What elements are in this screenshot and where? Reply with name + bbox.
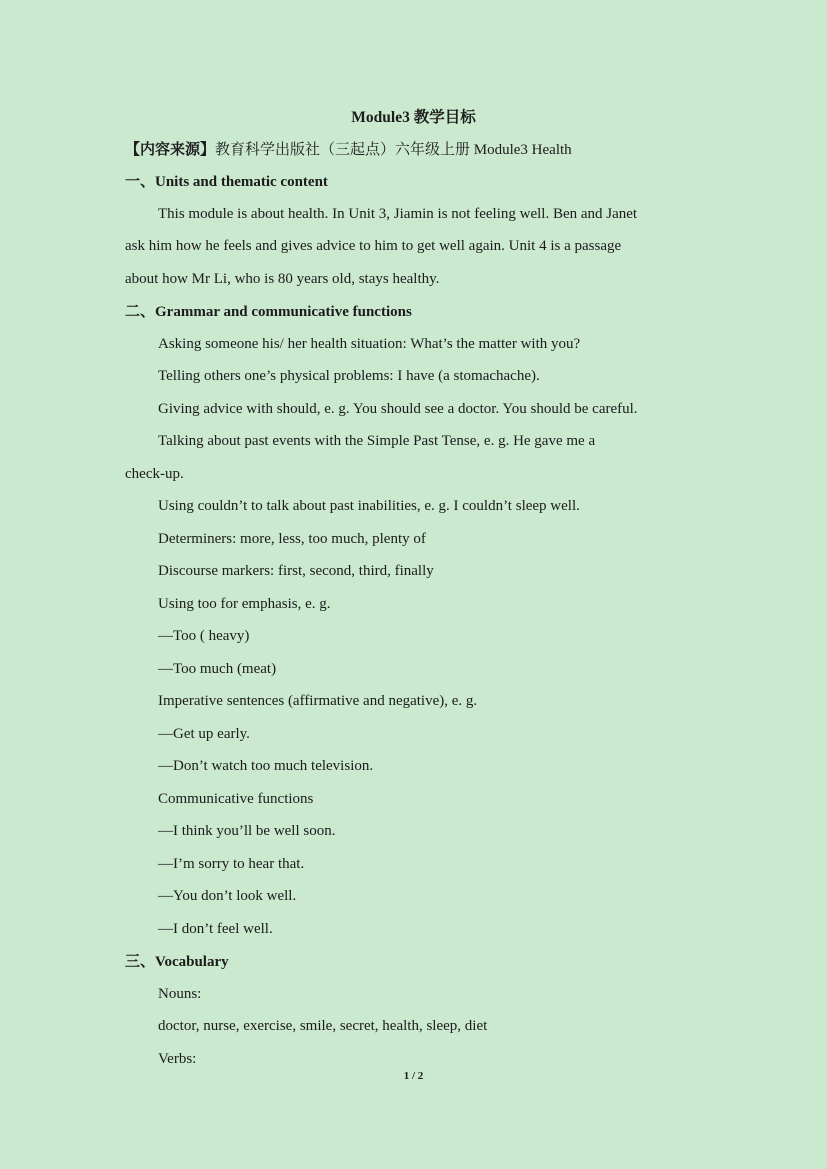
list-item: doctor, nurse, exercise, smile, secret, health, sleep, diet [158, 1018, 488, 1034]
list-item: —I don’t feel well. [158, 921, 273, 937]
list-item: Using couldn’t to talk about past inabilities, e. g. I couldn’t sleep well. [158, 498, 580, 514]
page-title: Module3 教学目标 [351, 109, 476, 126]
list-item: Using too for emphasis, e. g. [158, 596, 331, 612]
page-number: 1 / 2 [403, 1070, 424, 1082]
list-item: —I think you’ll be well soon. [158, 823, 336, 839]
section-heading-grammar: 二、Grammar and communicative functions [125, 304, 412, 320]
list-item: Verbs: [158, 1051, 197, 1067]
source-label: 【内容来源】 [125, 142, 216, 158]
list-item: —Too much (meat) [158, 661, 277, 677]
list-item: —You don’t look well. [158, 888, 297, 904]
source-text: 教育科学出版社（三起点）六年级上册 Module3 Health [215, 142, 572, 158]
list-item: —Get up early. [158, 726, 250, 742]
paragraph-line: about how Mr Li, who is 80 years old, stays healthy. [125, 271, 440, 287]
content-source [125, 138, 572, 159]
list-item: —Too ( heavy) [158, 628, 250, 644]
paragraph-line: This module is about health. In Unit 3, Jiamin is not feeling well. Ben and Janet [158, 206, 638, 222]
list-item: Communicative functions [158, 791, 314, 807]
section-heading-units: 一、Units and thematic content [125, 174, 328, 190]
list-item: Imperative sentences (affirmative and negative), e. g. [158, 693, 478, 709]
paragraph-line: ask him how he feels and gives advice to him to get well again. Unit 4 is a passage [125, 238, 622, 254]
list-item: Talking about past events with the Simple Past Tense, e. g. He gave me a [158, 433, 596, 449]
list-item: Discourse markers: first, second, third, finally [158, 563, 434, 579]
list-item: —Don’t watch too much television. [158, 758, 374, 774]
section-heading-vocabulary: 三、Vocabulary [125, 954, 229, 970]
list-item: Giving advice with should, e. g. You should see a doctor. You should be careful. [158, 401, 638, 417]
list-item: Nouns: [158, 986, 202, 1002]
list-item: Determiners: more, less, too much, plenty of [158, 531, 426, 547]
list-item: —I’m sorry to hear that. [158, 856, 305, 872]
list-item: check-up. [125, 466, 184, 482]
list-item: Telling others one’s physical problems: I have (a stomachache). [158, 368, 540, 384]
list-item: Asking someone his/ her health situation: What’s the matter with you? [158, 336, 581, 352]
